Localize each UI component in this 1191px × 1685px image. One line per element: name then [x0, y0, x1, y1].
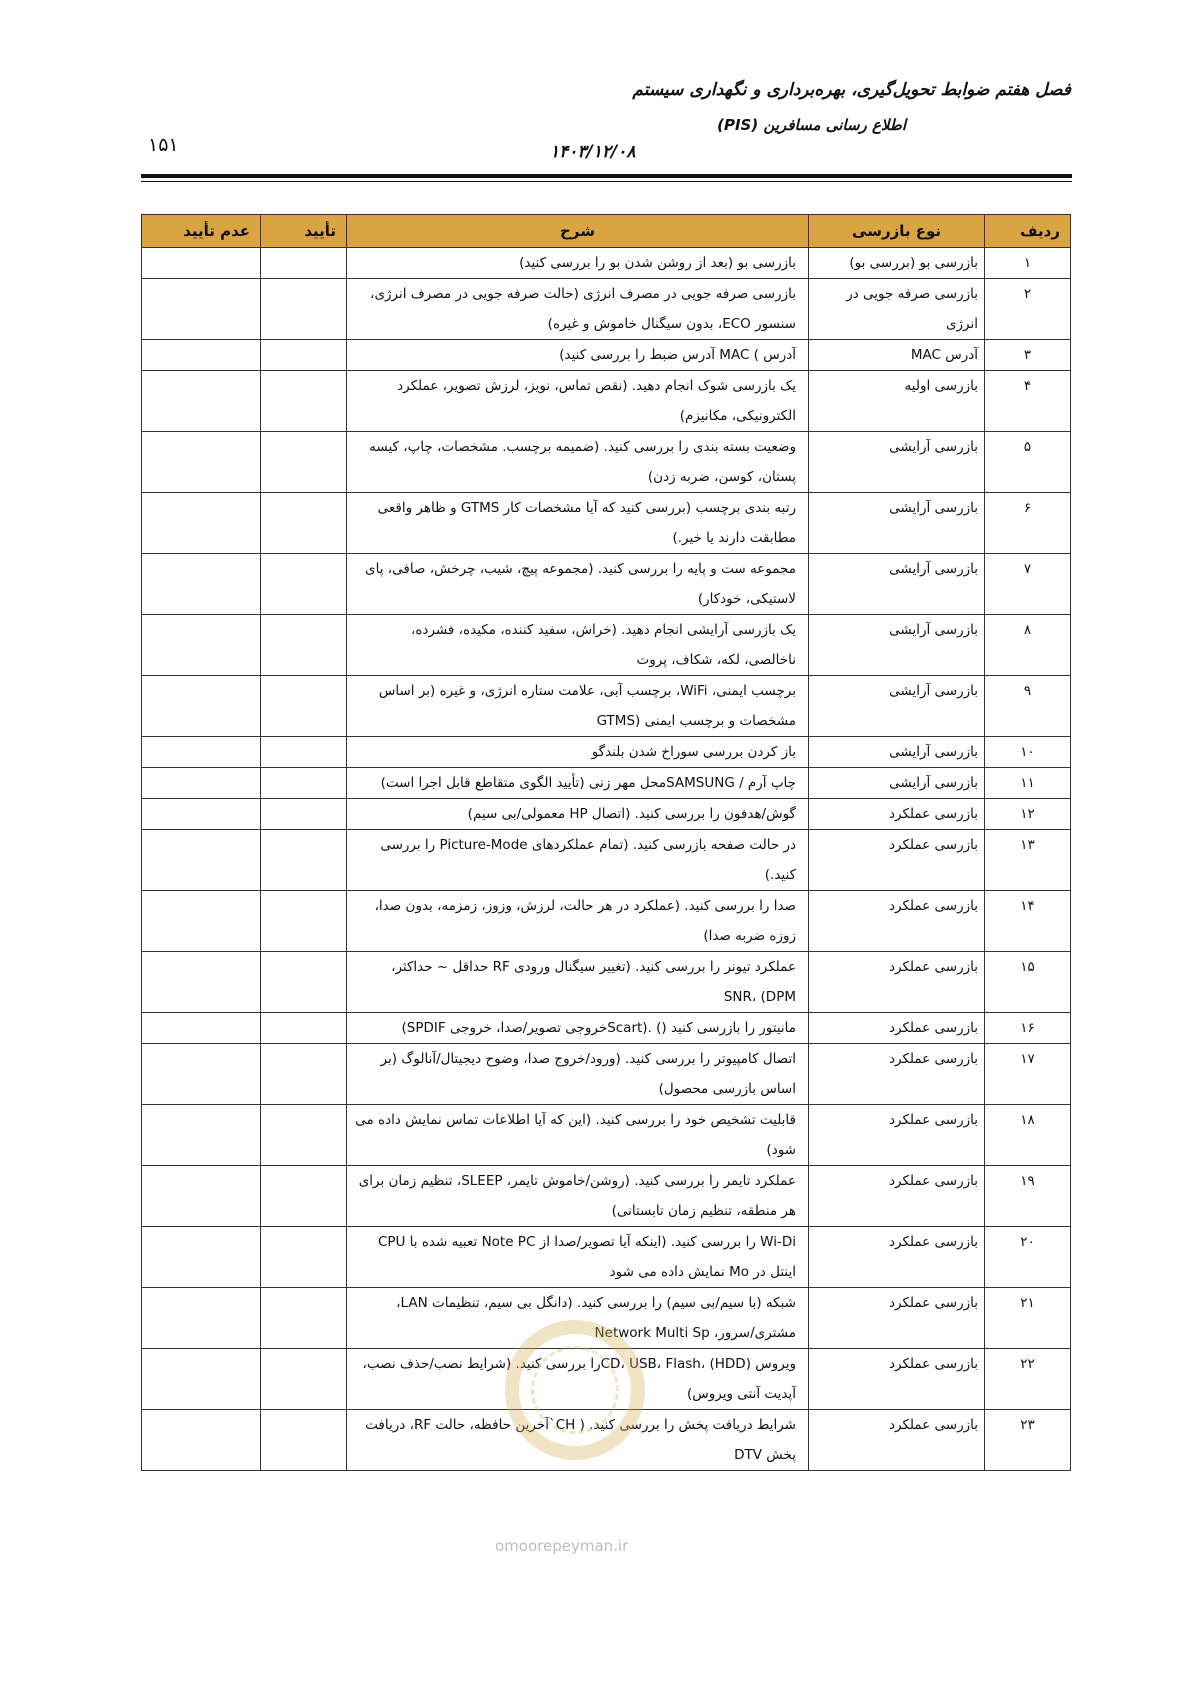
row-approve-cell — [261, 493, 347, 554]
row-approve-cell — [261, 432, 347, 493]
row-approve-cell — [261, 1288, 347, 1349]
row-description: مانیتور را بازرسی کنید () .(Scartخروجی تصویر/صدا، خروجی SPDIF) — [347, 1013, 809, 1044]
row-approve-cell — [261, 1410, 347, 1471]
row-index: ۷ — [985, 554, 1071, 615]
watermark-text: omoorepeyman.ir — [495, 1537, 629, 1555]
row-index: ۱۸ — [985, 1105, 1071, 1166]
inspection-table — [141, 214, 1071, 1471]
header-reject: عدم تأیید — [142, 215, 261, 248]
row-approve-cell — [261, 768, 347, 799]
row-type: بازرسی آرایشی — [809, 554, 985, 615]
row-description: آدرس ) MAC آدرس ضبط را بررسی کنید) — [347, 340, 809, 371]
header-type: نوع بازرسی — [809, 215, 985, 248]
row-description: گوش/هدفون را بررسی کنید. (اتصال HP معمولی/بی سیم) — [347, 799, 809, 830]
row-reject-cell — [142, 248, 261, 279]
row-approve-cell — [261, 676, 347, 737]
table-row — [142, 952, 1071, 1013]
header-description: شرح — [347, 215, 809, 248]
table-row — [142, 768, 1071, 799]
table-row — [142, 432, 1071, 493]
row-reject-cell — [142, 891, 261, 952]
row-type: بازرسی عملکرد — [809, 830, 985, 891]
row-reject-cell — [142, 1105, 261, 1166]
row-approve-cell — [261, 340, 347, 371]
row-description: صدا را بررسی کنید. (عملکرد در هر حالت، لرزش، وزوز، زمزمه، بدون صدا، زوزه ضربه صدا) — [347, 891, 809, 952]
row-description: شبکه (با سیم/بی سیم) را بررسی کنید. (دانگل بی سیم، تنظیمات LAN، مشتری/سرور، Network Multi Sp — [347, 1288, 809, 1349]
row-description: مجموعه ست و پایه را بررسی کنید. (مجموعه پیچ، شیب، چرخش، صافی، پای لاستیکی، خودکار) — [347, 554, 809, 615]
row-index: ۲۱ — [985, 1288, 1071, 1349]
row-description: عملکرد تیونر را بررسی کنید. (تغییر سیگنال ورودی RF حداقل ~ حداکثر، SNR، (DPM — [347, 952, 809, 1013]
row-reject-cell — [142, 1349, 261, 1410]
row-index: ۶ — [985, 493, 1071, 554]
row-approve-cell — [261, 1013, 347, 1044]
table-row — [142, 1227, 1071, 1288]
row-reject-cell — [142, 371, 261, 432]
row-index: ۱۳ — [985, 830, 1071, 891]
row-index: ۱۱ — [985, 768, 1071, 799]
row-type: بازرسی عملکرد — [809, 1013, 985, 1044]
row-approve-cell — [261, 891, 347, 952]
row-description: یک بازرسی شوک انجام دهید. (نقص تماس، نویز، لرزش تصویر، عملکرد الکترونیکی، مکانیزم) — [347, 371, 809, 432]
row-approve-cell — [261, 1166, 347, 1227]
row-type: بازرسی عملکرد — [809, 952, 985, 1013]
row-type: بازرسی بو (بررسی بو) — [809, 248, 985, 279]
row-reject-cell — [142, 1227, 261, 1288]
row-index: ۸ — [985, 615, 1071, 676]
row-approve-cell — [261, 1105, 347, 1166]
row-description: چاپ آرم / SAMSUNGمحل مهر زنی (تأیید الگوی متقاطع قابل اجرا است) — [347, 768, 809, 799]
table-row — [142, 554, 1071, 615]
row-reject-cell — [142, 554, 261, 615]
row-type: بازرسی عملکرد — [809, 1288, 985, 1349]
row-type: بازرسی اولیه — [809, 371, 985, 432]
header-rule-thick — [141, 174, 1072, 178]
row-reject-cell — [142, 676, 261, 737]
row-description: اتصال کامپیوتر را بررسی کنید. (ورود/خروج صدا، وضوح دیجیتال/آنالوگ (بر اساس بازرسی محصول) — [347, 1044, 809, 1105]
row-reject-cell — [142, 340, 261, 371]
row-index: ۲۰ — [985, 1227, 1071, 1288]
seal-watermark-inner-icon — [531, 1346, 619, 1434]
row-index: ۴ — [985, 371, 1071, 432]
row-approve-cell — [261, 1044, 347, 1105]
row-reject-cell — [142, 830, 261, 891]
row-description: بازرسی صرفه جویی در مصرف انرژی (حالت صرفه جویی در مصرف انرژی، سنسور ECO، بدون سیگنال خاموش و غیره) — [347, 279, 809, 340]
document-subtitle: اطلاع رسانی مسافرین (PIS) — [717, 116, 906, 134]
row-type: بازرسی عملکرد — [809, 1410, 985, 1471]
row-reject-cell — [142, 432, 261, 493]
row-index: ۲۲ — [985, 1349, 1071, 1410]
row-reject-cell — [142, 279, 261, 340]
row-description: Wi-Di را بررسی کنید. (اینکه آیا تصویر/صدا از Note PC تعبیه شده با CPU اینتل در Mo نمایش داده می شود — [347, 1227, 809, 1288]
row-description: بازرسی بو (بعد از روشن شدن بو را بررسی کنید) — [347, 248, 809, 279]
row-type: بازرسی عملکرد — [809, 891, 985, 952]
row-reject-cell — [142, 1410, 261, 1471]
row-index: ۳ — [985, 340, 1071, 371]
table-row — [142, 248, 1071, 279]
row-reject-cell — [142, 768, 261, 799]
row-index: ۹ — [985, 676, 1071, 737]
document-date: ۱۴۰۳/۱۲/۰۸ — [550, 142, 636, 162]
row-approve-cell — [261, 952, 347, 1013]
row-type: آدرس MAC — [809, 340, 985, 371]
row-reject-cell — [142, 1044, 261, 1105]
row-type: بازرسی عملکرد — [809, 799, 985, 830]
row-description: ویروس (CD، USB، Flash، (HDDرا بررسی کنید. (شرایط نصب/حذف نصب، آپدیت آنتی ویروس) — [347, 1349, 809, 1410]
row-description: عملکرد تایمر را بررسی کنید. (روشن/خاموش تایمر، SLEEP، تنظیم زمان برای هر منطقه، تنظیم زمان تابستانی) — [347, 1166, 809, 1227]
row-approve-cell — [261, 1227, 347, 1288]
row-approve-cell — [261, 799, 347, 830]
row-type: بازرسی صرفه جویی در انرژی — [809, 279, 985, 340]
row-type: بازرسی عملکرد — [809, 1227, 985, 1288]
row-index: ۱۶ — [985, 1013, 1071, 1044]
row-type: بازرسی عملکرد — [809, 1105, 985, 1166]
row-index: ۵ — [985, 432, 1071, 493]
table-row — [142, 340, 1071, 371]
table-row — [142, 1166, 1071, 1227]
table-row — [142, 1013, 1071, 1044]
row-reject-cell — [142, 799, 261, 830]
row-approve-cell — [261, 615, 347, 676]
row-index: ۱۰ — [985, 737, 1071, 768]
row-type: بازرسی آرایشی — [809, 676, 985, 737]
row-index: ۲۳ — [985, 1410, 1071, 1471]
row-type: بازرسی آرایشی — [809, 737, 985, 768]
row-reject-cell — [142, 1288, 261, 1349]
row-approve-cell — [261, 1349, 347, 1410]
table-row — [142, 1044, 1071, 1105]
header-approve: تأیید — [261, 215, 347, 248]
row-reject-cell — [142, 952, 261, 1013]
row-type: بازرسی آرایشی — [809, 768, 985, 799]
table-row — [142, 615, 1071, 676]
row-description: قابلیت تشخیص خود را بررسی کنید. (این که آیا اطلاعات تماس نمایش داده می شود) — [347, 1105, 809, 1166]
row-approve-cell — [261, 279, 347, 340]
row-index: ۲ — [985, 279, 1071, 340]
row-description: یک بازرسی آرایشی انجام دهید. (خراش، سفید کننده، مکیده، فشرده، ناخالصی، لکه، شکاف، پروت — [347, 615, 809, 676]
row-reject-cell — [142, 737, 261, 768]
table-row — [142, 371, 1071, 432]
row-index: ۱۹ — [985, 1166, 1071, 1227]
table-body — [142, 248, 1071, 1471]
row-type: بازرسی آرایشی — [809, 493, 985, 554]
row-index: ۱۴ — [985, 891, 1071, 952]
table-row — [142, 799, 1071, 830]
row-approve-cell — [261, 737, 347, 768]
table-row — [142, 1105, 1071, 1166]
header-rule-thin — [141, 181, 1072, 182]
row-reject-cell — [142, 1013, 261, 1044]
row-index: ۱ — [985, 248, 1071, 279]
row-approve-cell — [261, 554, 347, 615]
row-description: در حالت صفحه بازرسی کنید. (تمام عملکردهای Picture-Mode را بررسی کنید.) — [347, 830, 809, 891]
table-row — [142, 830, 1071, 891]
table-header-row — [142, 215, 1071, 248]
row-type: بازرسی عملکرد — [809, 1044, 985, 1105]
chapter-title: فصل هفتم ضوابط تحویل‌گیری، بهره‌برداری و نگهداری سیستم — [632, 80, 1071, 100]
row-approve-cell — [261, 248, 347, 279]
row-reject-cell — [142, 1166, 261, 1227]
table-row — [142, 493, 1071, 554]
table-row — [142, 737, 1071, 768]
row-description: باز کردن بررسی سوراخ شدن بلندگو — [347, 737, 809, 768]
page-number: ۱۵۱ — [148, 134, 179, 156]
row-index: ۱۷ — [985, 1044, 1071, 1105]
row-description: رتبه بندی برچسب (بررسی کنید که آیا مشخصات کار GTMS و ظاهر واقعی مطابقت دارند یا خیر.) — [347, 493, 809, 554]
row-reject-cell — [142, 493, 261, 554]
row-approve-cell — [261, 371, 347, 432]
row-index: ۱۵ — [985, 952, 1071, 1013]
table-row — [142, 279, 1071, 340]
row-description: برچسب ایمنی، WiFi، برچسب آبی، علامت ستاره انرژی، و غیره (بر اساس مشخصات و برچسب ایمنی (GTMS — [347, 676, 809, 737]
table-row — [142, 676, 1071, 737]
row-description: شرایط دریافت پخش را بررسی کنید. ( CH`آخرین حافظه، حالت RF، دریافت پخش DTV — [347, 1410, 809, 1471]
row-type: بازرسی عملکرد — [809, 1166, 985, 1227]
row-type: بازرسی آرایشی — [809, 615, 985, 676]
header-index: ردیف — [985, 215, 1071, 248]
table-row — [142, 891, 1071, 952]
row-reject-cell — [142, 615, 261, 676]
row-type: بازرسی عملکرد — [809, 1349, 985, 1410]
row-description: وضعیت بسته بندی را بررسی کنید. (ضمیمه برچسب. مشخصات، چاپ، کیسه پستان، کوسن، ضربه زدن) — [347, 432, 809, 493]
row-type: بازرسی آرایشی — [809, 432, 985, 493]
row-approve-cell — [261, 830, 347, 891]
row-index: ۱۲ — [985, 799, 1071, 830]
